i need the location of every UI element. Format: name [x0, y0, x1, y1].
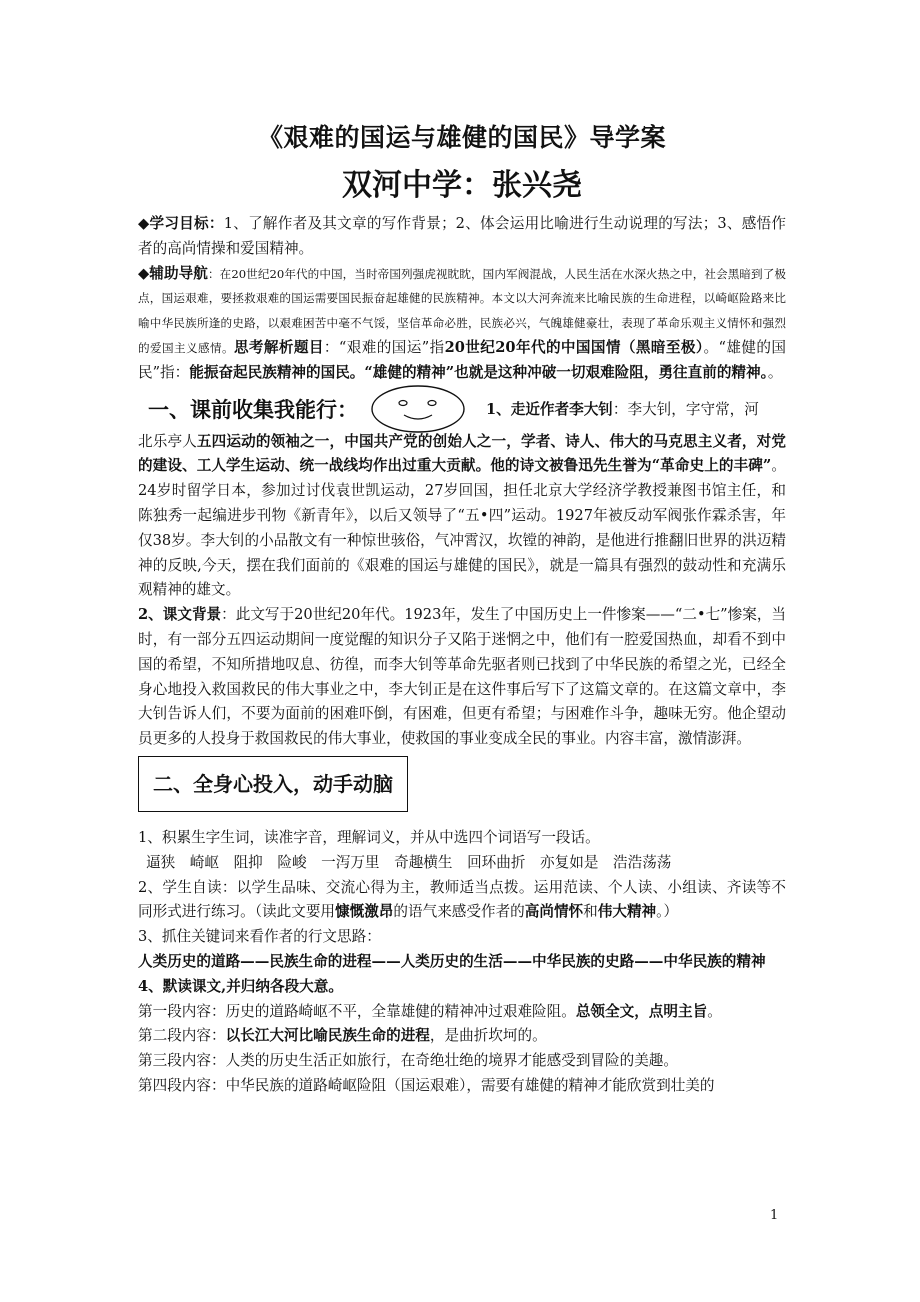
self-reading-bold-3: 伟大精神: [597, 903, 657, 921]
vocab-words: 逼狭 崎岖 阻抑 险峻 一泻万里 奇趣横生 回环曲折 亦复如是 浩浩荡荡: [146, 853, 672, 871]
author-intro-rest: 。24岁时留学日本，参加过讨伐袁世凯运动，27岁回国，担任北京大学经济学教授兼图书馆主任，和陈独秀一起编进步刊物《新青年》，以后又领导了“五•四”运动。1927年被反动军阀张作霖杀害，年仅38岁。李大钊的小品散文有一种惊世骇俗，气冲霄汉，坎镗的神韵，是他进行推翻旧世界的洪迈精神的反映,今天，摆在我们面前的《艰难的国运与雄健的国民》，就是一篇具有强烈的鼓动性和充满乐观精神的雄文。: [138, 457, 786, 599]
author-intro: [138, 430, 786, 604]
document-content: [138, 118, 786, 1099]
vocab-instruction: 1、积累生字生词，读准字音，理解词义，并从中选四个词语写一段话。: [138, 828, 600, 846]
self-reading-bold-1: 慷慨激昂: [335, 903, 394, 921]
text-background: [138, 603, 786, 752]
self-reading: [138, 876, 786, 926]
paragraph-3-summary: 第三段内容：人类的历史生活正如旅行，在奇绝壮绝的境界才能感受到冒险的美趣。: [138, 1052, 678, 1070]
guide-question-text-2: 。“雄健的国民”指：: [138, 338, 786, 381]
keyword-instruction: 3、抓住关键词来看作者的行文思路：: [138, 928, 381, 946]
para2-bold: 以长江大河比喻民族生命的进程: [225, 1027, 430, 1045]
self-reading-mid-1: 的语气来感受作者的: [393, 903, 525, 921]
smiley-face-icon: [370, 384, 466, 434]
section1-heading-row: [138, 390, 786, 430]
summary-instruction: [138, 975, 786, 1000]
keyword-path-text: 人类历史的道路——民族生命的进程——人类历史的生活——中华民族的史路——中华民族的精神: [138, 952, 766, 970]
guide-answer-1: 20世纪20年代的中国国情（黑暗至极）: [444, 338, 704, 356]
objectives-label: ◆学习目标：: [138, 215, 224, 232]
author-intro-label: 1、走近作者李大钊: [486, 400, 613, 418]
para1-start: 第一段内容：历史的道路崎岖不平，全靠雄健的精神冲过艰难险阻。: [138, 1002, 576, 1020]
guide-text: ：在20世纪20年代的中国，当时帝国列强虎视眈眈，国内军阀混战，人民生活在水深火热之中，社会黑暗到了极点，国运艰难，要拯救艰难的国运需要国民振奋起雄健的民族精神。本文以大河奔流来比喻民族的生命进程，以崎岖险路来比喻中华民族所逢的史路，以艰难困苦中毫不气馁，坚信革命必胜，民族必兴，气魄雄健豪壮，表现了革命乐观主义情怀和强烈的爱国主义感情。: [138, 266, 786, 355]
objectives-text: 1、了解作者及其文章的写作背景；2、体会运用比喻进行生动说理的写法；3、感悟作者的高尚情操和爱国精神。: [138, 215, 786, 257]
guide-question-text: ：“艰难的国运”指: [323, 338, 445, 356]
learning-objectives: [138, 212, 786, 262]
para2-end: ，是曲折坎坷的。: [429, 1027, 547, 1045]
self-reading-bold-2: 高尚情怀: [524, 903, 584, 921]
self-reading-end: 。）: [656, 903, 679, 921]
author-intro-bold: 五四运动的领袖之一，中国共产党的创始人之一，学者、诗人、伟大的马克思主义者，对党的建设、工人学生运动、统一战线均作出过重大贡献。他的诗文被鲁迅先生誉为“革命史上的丰碑”: [138, 432, 786, 475]
keyword-path: [138, 950, 786, 975]
text-background-text: ：此文写于20世纪20年代。1923年，发生了中国历史上一件惨案——“二•七”惨案，当时，有一部分五四运动期间一度觉醒的知识分子又陷于迷惘之中，他们有一腔爱国热血，却看不到中国的希望，不知所措地叹息、彷徨，而李大钊等革命先驱者则已找到了中华民族的希望之光，已经全身心地投入救国救民的伟大事业之中，李大钊正是在这件事后写下了这篇文章的。在这篇文章中，李大钊告诉人们，不要为面前的困难吓倒，有困难，但更有希望；与困难作斗争，趣味无穷。他企望动员更多的人投身于救国救民的伟大事业，使救国的事业变成全民的事业。内容丰富，激情澎湃。: [138, 606, 787, 748]
guide-question-label: 思考解析题目: [233, 338, 324, 356]
guide-end: 。: [767, 363, 783, 381]
section1-heading: 一、课前收集我能行：: [148, 397, 358, 422]
section2-heading: 二、全身心投入，动手动脑: [138, 756, 408, 812]
para1-bold: 总领全文，点明主旨: [575, 1002, 708, 1020]
author-intro-cont: 北乐亭人: [138, 432, 197, 450]
author-intro-start-text: ：李大钊，字守常，河: [612, 400, 759, 418]
document-title: 《艰难的国运与雄健的国民》导学案: [257, 123, 666, 152]
para2-start: 第二段内容：: [138, 1027, 226, 1045]
guide-answer-2: 能振奋起民族精神的国民。“雄健的精神”也就是这种冲破一切艰难险阻，勇往直前的精神。: [189, 363, 768, 381]
page-number: 1: [770, 1208, 779, 1223]
self-reading-start: 2、学生自读：以学生品味、交流心得为主，教师适当点拨。运用范读、个人读、小组读、齐读等不同形式进行练习。（读此文要用: [138, 878, 786, 921]
para1-end: 。: [707, 1002, 722, 1020]
paragraph-1-summary: [138, 1000, 786, 1025]
author-intro-start: [486, 390, 759, 430]
text-background-label: 2、课文背景: [138, 606, 222, 624]
self-reading-mid-2: 和: [583, 903, 598, 921]
paragraph-4-summary: 第四段内容：中华民族的道路崎岖险阻（国运艰难），需要有雄健的精神才能欣赏到壮美的: [138, 1076, 715, 1094]
paragraph-2-summary: [138, 1024, 786, 1049]
guide-label: ◆辅助导航: [138, 264, 208, 282]
summary-instruction-text: 4、默读课文,并归纳各段大意。: [138, 977, 343, 995]
document-subtitle: 双河中学：张兴尧: [342, 168, 582, 203]
auxiliary-guide: [138, 262, 786, 386]
